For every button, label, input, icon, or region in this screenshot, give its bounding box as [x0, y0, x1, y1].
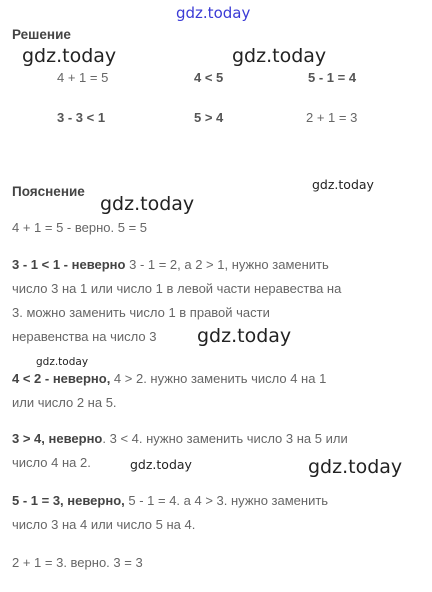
explanation-paragraph: 4 + 1 = 5 - верно. 5 = 5 [12, 220, 148, 235]
verdict: 3 - 1 < 1 - неверно [12, 257, 126, 272]
explanation-text: число 3 на 4 или число 5 на 4. [12, 517, 196, 532]
watermark: gdz.today [308, 456, 403, 478]
solution-cell: 2 + 1 = 3 [306, 110, 358, 125]
explanation-heading: Пояснение [12, 184, 85, 199]
explanation-paragraph [12, 427, 348, 475]
watermark: gdz.today [22, 45, 117, 67]
verdict: 5 - 1 = 3, неверно, [12, 493, 125, 508]
explanation-text: 3. можно заменить число 1 в правой части [12, 305, 270, 320]
solution-heading: Решение [12, 27, 71, 42]
watermark: gdz.today [130, 457, 192, 472]
watermark: gdz.today [312, 177, 374, 192]
verdict: 4 < 2 - неверно, [12, 371, 111, 386]
explanation-text: . 3 < 4. нужно заменить число 3 на 5 или [102, 431, 348, 446]
solution-cell: 4 < 5 [194, 70, 224, 85]
explanation-text: число 3 на 1 или число 1 в левой части неравества на [12, 281, 342, 296]
explanation-paragraph [12, 489, 328, 537]
explanation-paragraph [12, 367, 326, 415]
watermark: gdz.today [197, 325, 292, 347]
verdict: 3 > 4, неверно [12, 431, 103, 446]
solution-cell: 5 - 1 = 4 [308, 70, 357, 85]
explanation-text: 4 > 2. нужно заменить число 4 на 1 [110, 371, 327, 386]
watermark: gdz.today [100, 193, 195, 215]
solution-cell: 5 > 4 [194, 110, 224, 125]
explanation-text: число 4 на 2. [12, 455, 91, 470]
explanation-text: 3 - 1 = 2, а 2 > 1, нужно заменить [125, 257, 329, 272]
explanation-text: неравенства на число 3 [12, 329, 157, 344]
explanation-paragraph [12, 253, 341, 349]
explanation-text: или число 2 на 5. [12, 395, 117, 410]
solution-cell: 3 - 3 < 1 [57, 110, 106, 125]
explanation-text: 5 - 1 = 4. а 4 > 3. нужно заменить [124, 493, 329, 508]
explanation-paragraph: 2 + 1 = 3. верно. 3 = 3 [12, 555, 143, 570]
watermark: gdz.today [232, 45, 327, 67]
watermark-top: gdz.today [176, 4, 251, 22]
watermark: gdz.today [36, 356, 89, 368]
solution-cell: 4 + 1 = 5 [57, 70, 109, 85]
